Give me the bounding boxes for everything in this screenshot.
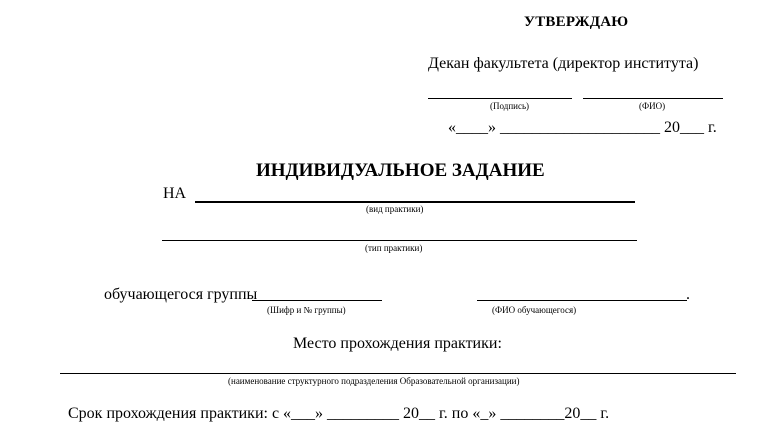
on-label: НА	[163, 185, 187, 202]
student-fio-caption: (ФИО обучающегося)	[492, 305, 577, 315]
practice-period: Срок прохождения практики: с «___» _________ 20__ г. по «_» ________20__ г.	[68, 405, 610, 422]
practice-kind-line	[195, 201, 635, 203]
practice-type-line	[162, 240, 637, 241]
fio-line	[583, 98, 723, 99]
student-group-label: обучающегося группы	[104, 286, 258, 303]
group-caption: (Шифр и № группы)	[267, 305, 346, 315]
approval-heading: УТВЕРЖДАЮ	[524, 14, 629, 30]
group-line	[252, 300, 382, 301]
practice-type-caption: (тип практики)	[365, 243, 423, 253]
place-caption: (наименование структурного подразделения Образовательной организации)	[228, 376, 520, 386]
signature-caption: (Подпись)	[490, 101, 530, 111]
student-fio-period: .	[686, 286, 690, 303]
student-fio-line	[477, 300, 687, 301]
practice-kind-caption: (вид практики)	[366, 204, 424, 214]
dean-position: Декан факультета (директор института)	[428, 55, 699, 72]
signature-line	[428, 98, 572, 99]
approval-date-line: «____» ____________________ 20___ г.	[448, 119, 717, 136]
document-title: ИНДИВИДУАЛЬНОЕ ЗАДАНИЕ	[256, 160, 545, 181]
place-line	[60, 373, 736, 374]
place-label: Место прохождения практики:	[293, 335, 502, 352]
fio-caption: (ФИО)	[639, 101, 666, 111]
